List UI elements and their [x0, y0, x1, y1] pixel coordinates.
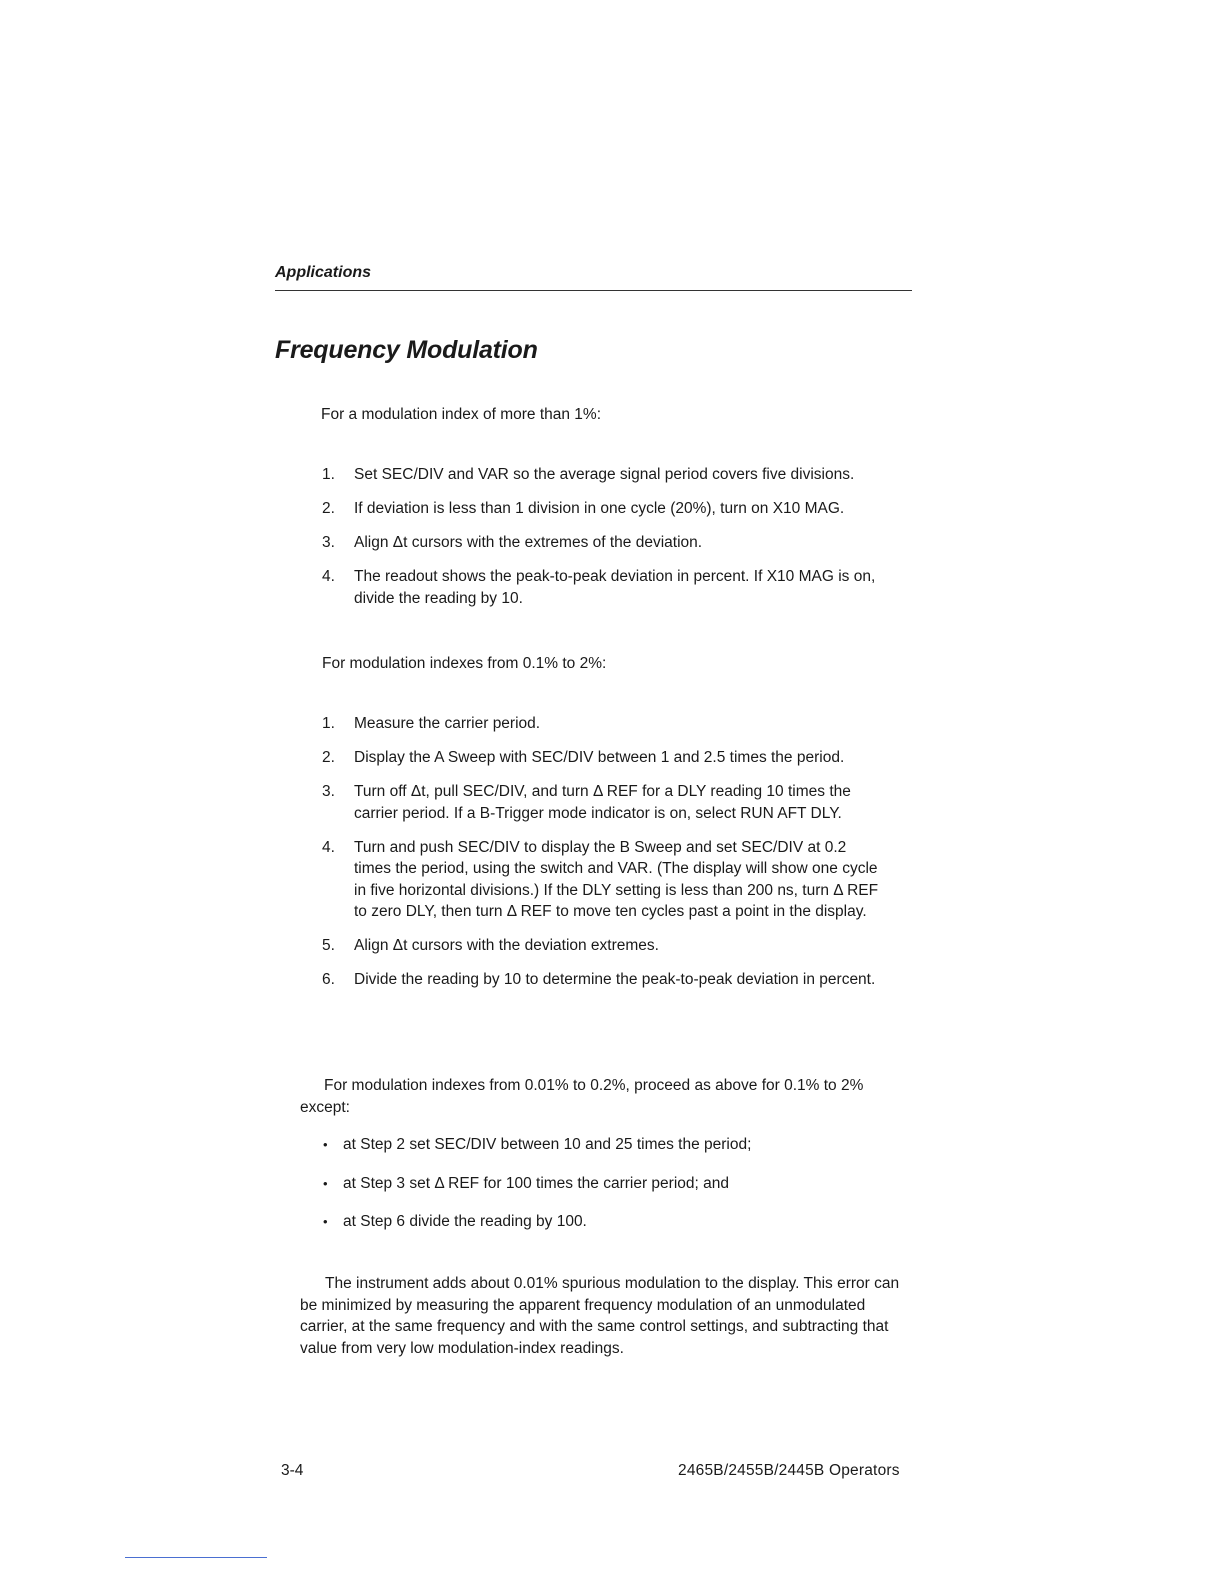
- intro-paragraph-2: For modulation indexes from 0.1% to 2%:: [322, 655, 607, 672]
- step-text: Set SEC/DIV and VAR so the average signal period covers five divisions.: [354, 466, 855, 483]
- list-item: • at Step 3 set Δ REF for 100 times the carrier period; and: [323, 1173, 751, 1195]
- step-text: Align Δt cursors with the extremes of the deviation.: [354, 534, 703, 551]
- intro-paragraph-1: For a modulation index of more than 1%:: [321, 406, 602, 423]
- steps-list-1: [322, 464, 882, 622]
- list-item: • at Step 6 divide the reading by 100.: [323, 1211, 751, 1233]
- step-text: Turn off Δt, pull SEC/DIV, and turn Δ REF for a DLY reading 10 times the carrier period. If a B-Trigger mode indicator is on, select RUN AFT DLY.: [354, 783, 851, 822]
- closing-paragraph: The instrument adds about 0.01% spurious modulation to the display. This error can be minimized by measuring the apparent frequency modulation of an unmodulated carrier, at the same frequency and with the same control settings, and subtracting that value from very low modulation-index readings.: [300, 1275, 900, 1357]
- page-number: 3-4: [281, 1462, 304, 1479]
- step-number: 1.: [322, 715, 335, 732]
- list-item: • at Step 2 set SEC/DIV between 10 and 25 times the period;: [323, 1134, 751, 1156]
- section-label: Applications: [275, 264, 372, 281]
- step-number: 3.: [322, 783, 335, 800]
- list-item: [322, 498, 882, 520]
- step-text: Display the A Sweep with SEC/DIV between 1 and 2.5 times the period.: [354, 749, 845, 766]
- step-text: Divide the reading by 10 to determine the peak-to-peak deviation in percent.: [354, 971, 876, 988]
- step-number: 4.: [322, 568, 335, 585]
- step-number: 5.: [322, 937, 335, 954]
- list-item: [322, 781, 882, 824]
- list-item: [322, 464, 882, 486]
- manual-title: 2465B/2455B/2445B Operators: [678, 1462, 900, 1479]
- list-item: [322, 747, 882, 769]
- step-text: If deviation is less than 1 division in one cycle (20%), turn on X10 MAG.: [354, 500, 845, 517]
- list-item: [322, 566, 882, 609]
- list-item: [322, 935, 882, 957]
- list-item: [322, 969, 882, 991]
- footnote-rule: [125, 1557, 267, 1558]
- step-number: 4.: [322, 838, 335, 856]
- step-text: Align Δt cursors with the deviation extremes.: [354, 937, 659, 954]
- steps-list-2: [322, 713, 882, 1003]
- list-item: [322, 713, 882, 735]
- list-item: [322, 532, 882, 554]
- step-text: The readout shows the peak-to-peak deviation in percent. If X10 MAG is on, divide the reading by 10.: [354, 568, 876, 607]
- step-number: 3.: [322, 534, 335, 551]
- intro-paragraph-3: For modulation indexes from 0.01% to 0.2%, proceed as above for 0.1% to 2% except:: [300, 1077, 864, 1116]
- exceptions-list: [323, 1134, 751, 1250]
- step-number: 6.: [322, 971, 335, 988]
- step-number: 2.: [322, 500, 335, 517]
- step-text: Measure the carrier period.: [354, 715, 541, 732]
- page-title: Frequency Modulation: [275, 336, 538, 364]
- step-number: 1.: [322, 466, 335, 483]
- list-item: [322, 837, 882, 923]
- step-text: Turn and push SEC/DIV to display the B Sweep and set SEC/DIV at 0.2 times the period, using the switch and VAR. (The display will show one cycle in five horizontal divisions.) If the DLY setting is less than 200 ns, turn Δ REF to zero DLY, then turn Δ REF to move ten cycles past a point in the display.: [354, 838, 879, 920]
- step-number: 2.: [322, 749, 335, 766]
